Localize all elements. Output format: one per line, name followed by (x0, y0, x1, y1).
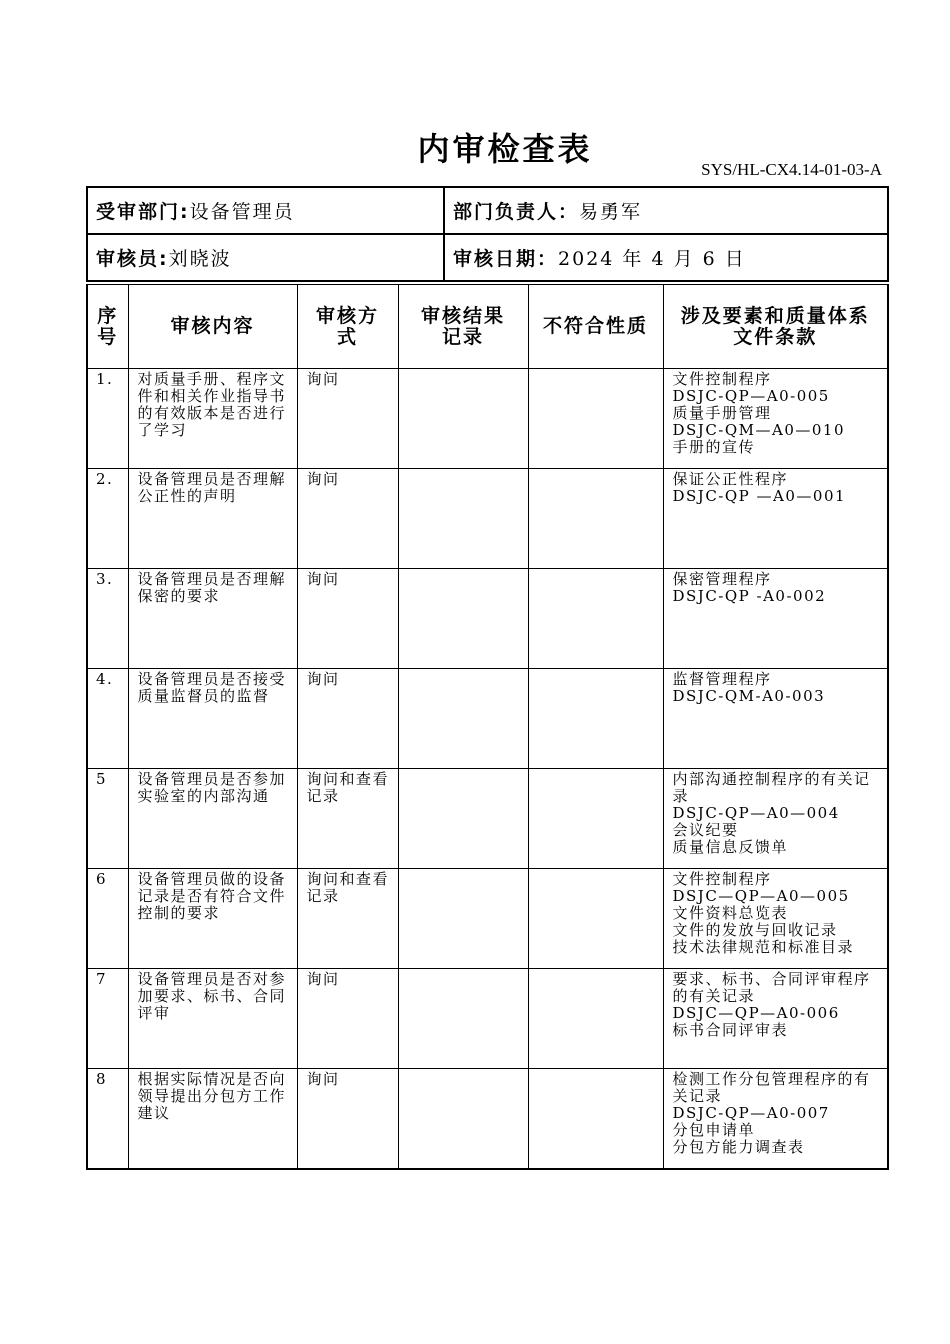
table-row (87, 769, 888, 869)
audit-header-table (86, 186, 889, 282)
row-nonconformity (528, 1069, 663, 1170)
table-row (87, 369, 888, 469)
row-nonconformity (528, 369, 663, 469)
row-audit-method: 询问 (297, 669, 398, 769)
row-number: 3. (87, 569, 128, 669)
row-related-clauses (663, 569, 888, 669)
row-number: 5 (87, 769, 128, 869)
row-audit-method: 询问 (297, 1069, 398, 1170)
row-audit-result (398, 369, 528, 469)
audit-date-value: 2024 年 4 月 6 日 (558, 248, 746, 270)
row-audit-result (398, 569, 528, 669)
row-audit-content: 设备管理员是否参加实验室的内部沟通 (128, 769, 297, 869)
row-audit-result (398, 769, 528, 869)
audited-department-value: 设备管理员 (189, 201, 295, 223)
clause-line: 要求、标书、合同评审程序的有关记录 (672, 970, 871, 1005)
clause-line: 保密管理程序 (672, 570, 772, 588)
table-row (87, 969, 888, 1069)
clause-line: 文件资料总览表 (672, 904, 789, 922)
document-code: SYS/HL-CX4.14-01-03-A (701, 160, 882, 179)
row-number: 7 (87, 969, 128, 1069)
clause-line: 分包申请单 (672, 1121, 756, 1139)
row-related-clauses (663, 969, 888, 1069)
clause-line: DSJC-QP—A0-007 (672, 1104, 830, 1122)
audit-date-label: 审核日期： (453, 248, 559, 270)
row-nonconformity (528, 769, 663, 869)
row-number: 4. (87, 669, 128, 769)
row-audit-result (398, 669, 528, 769)
row-audit-content: 设备管理员做的设备记录是否有符合文件控制的要求 (128, 869, 297, 969)
clause-line: DSJC-QM-A0-003 (672, 687, 826, 705)
row-nonconformity (528, 869, 663, 969)
table-row (87, 469, 888, 569)
clause-line: DSJC-QP—A0—004 (672, 804, 840, 822)
row-number: 1. (87, 369, 128, 469)
row-related-clauses (663, 869, 888, 969)
clause-line: 质量信息反馈单 (672, 838, 789, 856)
row-audit-method: 询问和查看记录 (297, 869, 398, 969)
column-header-method: 审核方式 (297, 285, 398, 369)
page-title: 内审检查表 (417, 130, 593, 168)
row-audit-result (398, 869, 528, 969)
audited-department-cell (87, 187, 444, 234)
department-head-value: 易勇军 (579, 201, 643, 223)
clause-line: 内部沟通控制程序的有关记录 (672, 770, 871, 805)
clause-line: 质量手册管理 (672, 404, 772, 422)
row-audit-content: 根据实际情况是否向领导提出分包方工作建议 (128, 1069, 297, 1170)
audited-department-label: 受审部门: (96, 201, 190, 223)
audit-checklist-table (86, 284, 889, 1170)
column-header-seq: 序号 (87, 285, 128, 369)
row-related-clauses (663, 669, 888, 769)
clause-line: 检测工作分包管理程序的有关记录 (672, 1070, 871, 1105)
row-related-clauses (663, 469, 888, 569)
clause-line: 监督管理程序 (672, 670, 772, 688)
column-header-nonconformity: 不符合性质 (528, 285, 663, 369)
table-row (87, 669, 888, 769)
clause-line: DSJC-QP -A0-002 (672, 587, 827, 605)
department-head-label: 部门负责人： (453, 201, 580, 223)
column-header-result: 审核结果记录 (398, 285, 528, 369)
table-row (87, 569, 888, 669)
row-audit-method: 询问和查看记录 (297, 769, 398, 869)
auditor-value: 刘晓波 (168, 248, 232, 270)
row-audit-result (398, 469, 528, 569)
row-audit-result (398, 969, 528, 1069)
department-head-cell (444, 187, 888, 234)
row-related-clauses (663, 369, 888, 469)
row-number: 6 (87, 869, 128, 969)
clause-line: 手册的宣传 (672, 438, 756, 456)
auditor-cell (87, 234, 444, 281)
column-header-clause: 涉及要素和质量体系文件条款 (663, 285, 888, 369)
clause-line: 保证公正性程序 (672, 470, 789, 488)
row-audit-content: 设备管理员是否接受质量监督员的监督 (128, 669, 297, 769)
row-audit-content: 设备管理员是否理解保密的要求 (128, 569, 297, 669)
row-nonconformity (528, 569, 663, 669)
clause-line: 会议纪要 (672, 821, 739, 839)
clause-line: DSJC-QP—A0-005 (672, 387, 830, 405)
column-header-row (87, 285, 888, 369)
row-audit-method: 询问 (297, 469, 398, 569)
clause-line: DSJC-QM—A0—010 (672, 421, 846, 439)
row-audit-method: 询问 (297, 369, 398, 469)
row-nonconformity (528, 469, 663, 569)
row-related-clauses (663, 769, 888, 869)
clause-line: DSJC-QP —A0—001 (672, 487, 847, 505)
row-audit-method: 询问 (297, 569, 398, 669)
auditor-label: 审核员: (96, 248, 169, 270)
clause-line: 分包方能力调查表 (672, 1138, 805, 1156)
row-nonconformity (528, 969, 663, 1069)
audit-date-cell (444, 234, 888, 281)
clause-line: 标书合同评审表 (672, 1021, 789, 1039)
clause-line: DSJC—QP—A0—005 (672, 887, 850, 905)
clause-line: 文件控制程序 (672, 870, 772, 888)
row-audit-method: 询问 (297, 969, 398, 1069)
clause-line: 文件的发放与回收记录 (672, 921, 838, 939)
row-related-clauses (663, 1069, 888, 1170)
table-row (87, 869, 888, 969)
row-audit-result (398, 1069, 528, 1170)
clause-line: 技术法律规范和标准目录 (672, 938, 855, 956)
row-audit-content: 设备管理员是否对参加要求、标书、合同评审 (128, 969, 297, 1069)
clause-line: DSJC—QP—A0-006 (672, 1004, 840, 1022)
column-header-content: 审核内容 (128, 285, 297, 369)
row-nonconformity (528, 669, 663, 769)
table-row (87, 1069, 888, 1170)
clause-line: 文件控制程序 (672, 370, 772, 388)
header-row-department (87, 187, 888, 234)
row-number: 8 (87, 1069, 128, 1170)
header-row-auditor (87, 234, 888, 281)
row-audit-content: 设备管理员是否理解公正性的声明 (128, 469, 297, 569)
row-audit-content: 对质量手册、程序文件和相关作业指导书的有效版本是否进行了学习 (128, 369, 297, 469)
row-number: 2. (87, 469, 128, 569)
